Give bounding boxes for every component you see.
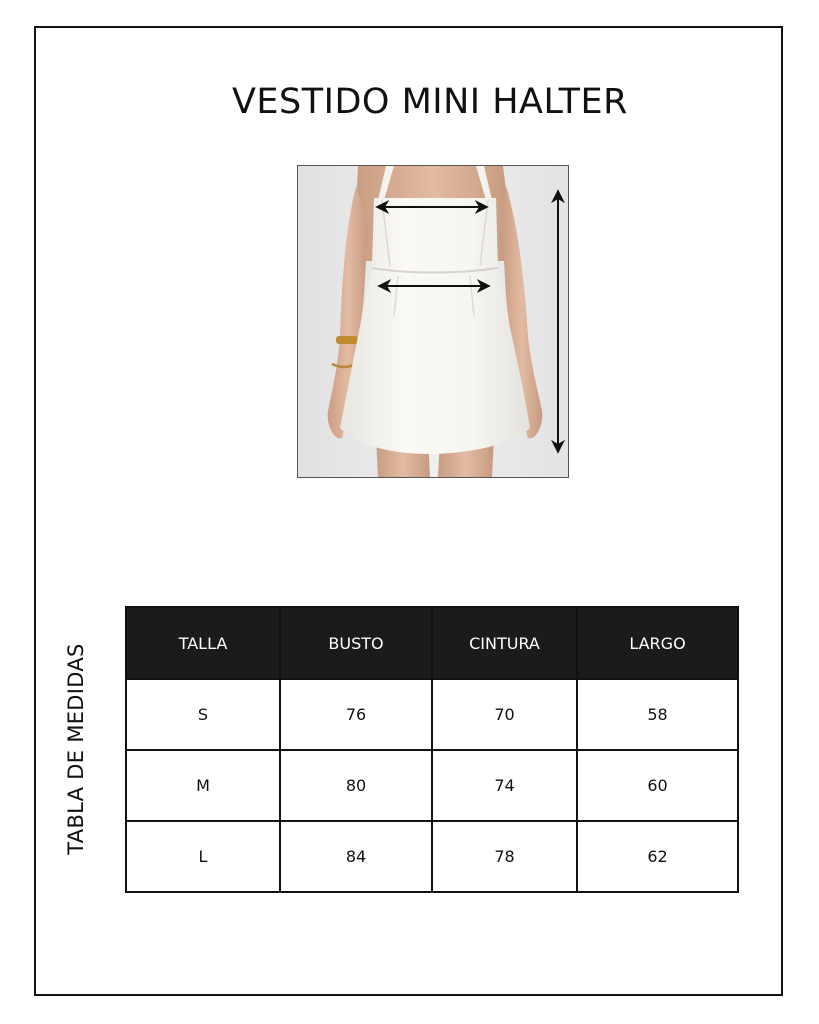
table-header-row xyxy=(126,607,738,679)
cell-size: M xyxy=(126,750,280,821)
cell-length: 58 xyxy=(577,679,738,750)
header-talla: TALLA xyxy=(126,607,280,679)
cell-size: L xyxy=(126,821,280,892)
header-cintura: CINTURA xyxy=(432,607,577,679)
page-title: VESTIDO MINI HALTER xyxy=(231,82,628,122)
cell-bust: 76 xyxy=(280,679,432,750)
cell-waist: 78 xyxy=(432,821,577,892)
table-row xyxy=(126,821,738,892)
header-busto: BUSTO xyxy=(280,607,432,679)
table-row xyxy=(126,750,738,821)
size-table xyxy=(125,606,739,893)
cell-bust: 84 xyxy=(280,821,432,892)
table-row xyxy=(126,679,738,750)
cell-length: 62 xyxy=(577,821,738,892)
header-largo: LARGO xyxy=(577,607,738,679)
product-photo xyxy=(297,165,569,478)
cell-waist: 74 xyxy=(432,750,577,821)
size-chart-label: TABLA DE MEDIDAS xyxy=(64,643,88,855)
cell-waist: 70 xyxy=(432,679,577,750)
cell-size: S xyxy=(126,679,280,750)
cell-bust: 80 xyxy=(280,750,432,821)
cell-length: 60 xyxy=(577,750,738,821)
